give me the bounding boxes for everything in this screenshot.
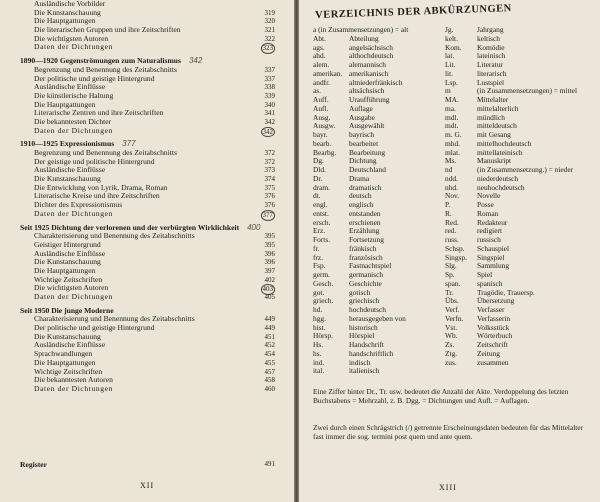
abbreviation-key: bearb. (313, 138, 332, 148)
toc-item-page: 395 (264, 240, 275, 249)
toc-item-page: 320 (264, 17, 275, 26)
toc-item-page: 449 (264, 315, 275, 324)
abbreviation-meaning: gotisch (349, 287, 371, 297)
abbreviation-key: frz. (313, 252, 324, 262)
abbreviation-meaning: Übersetzung (477, 296, 515, 306)
toc-item-page: 397 (264, 266, 275, 275)
abbreviation-meaning: germanisch (349, 270, 384, 279)
toc-item-page: 455 (264, 358, 275, 367)
abbreviation-meaning: Schauspiel (477, 243, 510, 253)
abbreviation-meaning: Verfasserin (477, 313, 511, 323)
abbreviation-key: Erz. (313, 226, 326, 236)
abbreviation-entry (445, 44, 577, 53)
abbreviation-entry (445, 149, 577, 158)
abbreviation-meaning: lateinisch (477, 51, 506, 61)
abbreviation-meaning: altsächsisch (349, 86, 385, 96)
abbreviation-entry (445, 87, 577, 96)
abbreviation-entry (445, 341, 577, 350)
abbreviation-key: Sp. (445, 270, 455, 279)
toc-item-label: Begrenzung und Benennung des Zeitabschnitts (34, 64, 177, 74)
abbreviation-key: ital. (313, 366, 325, 376)
abbreviation-intro: a (in Zusammensetzungen) = alt (313, 25, 409, 34)
abbreviation-meaning: mit Gesang (477, 130, 511, 139)
abbreviation-meaning: mittellateinisch (477, 147, 523, 157)
abbreviation-key: lit. (445, 68, 454, 78)
abbreviation-key: andfr. (313, 77, 331, 87)
toc-item-page: 375 (264, 183, 275, 192)
toc-item-label: Der politische und geistige Hintergrund (34, 73, 155, 83)
toc-item-label: Charakterisierung und Benennung des Zeitabschnitts (34, 231, 195, 241)
abbreviation-meaning: mittelhochdeutsch (477, 138, 532, 148)
abbreviation-key: Singsp. (445, 252, 467, 262)
abbreviation-meaning: (in Zusammensetzungen) = mittel (477, 86, 578, 96)
abbreviation-entry (445, 105, 577, 114)
toc-item-label: Die wichtigsten Autoren (34, 33, 109, 43)
abbreviation-meaning: Ausgabe (349, 112, 375, 122)
abbreviation-meaning: Manuskript (477, 156, 512, 166)
toc-item-page: 321 (264, 26, 275, 35)
abbreviation-key: Ms. (445, 156, 457, 166)
abbreviation-key: m. G. (445, 130, 462, 139)
toc-item-label: Die künstlerische Haltung (34, 90, 114, 100)
toc-item-label: Wichtige Zeitschriften (34, 366, 103, 376)
toc-item-page: 402 (264, 275, 275, 284)
abbreviation-key: dt. (313, 191, 321, 201)
toc-item-label: Daten der Dichtungen (34, 383, 114, 393)
handwritten-annotation: 342 (188, 56, 203, 66)
abbreviation-meaning: Ausgewählt (349, 121, 385, 131)
abbreviation-meaning: amerikanisch (349, 68, 389, 78)
abbreviation-key: zus. (445, 357, 457, 367)
abbreviation-meaning: mittelalterlich (477, 103, 519, 113)
abbreviation-meaning: Posse (477, 200, 494, 209)
register-entry (20, 460, 275, 469)
abbreviation-meaning: zusammen (477, 357, 509, 367)
abbreviation-key: Verfn. (445, 313, 464, 323)
abbreviation-meaning: Mittelalter (477, 95, 509, 104)
abbreviation-meaning: historisch (349, 322, 378, 332)
abbreviation-key: Dld. (313, 165, 326, 174)
toc-item-page: 339 (264, 91, 275, 100)
abbreviation-meaning: Hörspiel (349, 331, 375, 341)
toc-item-label: Ausländische Einflüsse (34, 340, 106, 350)
abbreviation-meaning: englisch (349, 200, 374, 209)
abbreviation-key: Jg. (445, 25, 454, 34)
abbreviation-key: Verf. (445, 305, 460, 314)
toc-item-page: 319 (264, 8, 275, 17)
toc-item-label: Ausländische Einflüsse (34, 82, 106, 92)
abbreviation-key: Dr. (313, 173, 323, 183)
abbreviation-key: mdt. (445, 121, 459, 131)
toc-item-label: Ausländische Einflüsse (34, 165, 106, 175)
abbreviation-key: mlat. (445, 147, 460, 157)
abbreviation-entry (445, 184, 577, 193)
toc-item-page: 322 (264, 34, 275, 43)
abbreviation-key: mdl. (445, 112, 459, 122)
abbreviation-key: entst. (313, 208, 329, 218)
section-heading-text: Seit 1950 Die junge Moderne (20, 305, 114, 315)
abbreviation-entry (445, 192, 577, 201)
toc-item-label: Charakterisierung und Benennung des Zeitabschnitts (34, 314, 195, 324)
toc-item-label: Daten der Dichtungen (34, 292, 114, 302)
toc-item (20, 127, 275, 136)
toc-item-label: Wichtige Zeitschriften (34, 274, 103, 284)
toc-item-page: 396 (264, 249, 275, 258)
abbreviation-key: Hörsp. (313, 331, 333, 341)
abbreviation-key: bayr. (313, 130, 328, 139)
abbreviation-entry (445, 306, 577, 315)
abbreviation-key: Nov. (445, 191, 460, 201)
toc-item-page: 342 (262, 127, 273, 136)
abbreviation-meaning: Bearbeitung (349, 147, 386, 157)
toc-item-label: Die literarischen Gruppen und ihre Zeitschriften (34, 25, 181, 35)
abbreviation-key: Fsp. (313, 261, 326, 271)
right-page (299, 0, 600, 502)
toc-item-page: 323 (262, 44, 273, 53)
abbreviation-entry (445, 359, 577, 368)
abbreviation-meaning: Roman (477, 208, 499, 218)
toc-item-page: 376 (264, 192, 275, 201)
toc-item-label: Die Hauptgattungen (34, 357, 96, 367)
abbreviation-meaning: Redakteur (477, 217, 508, 227)
toc-item-label: Literarische Zentren und ihre Zeitschriften (34, 108, 164, 118)
toc-item-page: 372 (264, 149, 275, 157)
toc-item-page: 337 (264, 65, 275, 74)
abbreviation-meaning: Auflage (349, 103, 373, 113)
abbreviation-key: Dg. (313, 156, 324, 166)
abbreviation-key: hgg. (313, 313, 326, 323)
abbreviation-meaning: erschienen (349, 217, 381, 227)
abbreviation-entry (445, 26, 577, 35)
toc-item-page: 377 (262, 210, 273, 219)
toc-item-label: Ausländische Vorbilder (34, 0, 106, 8)
abbreviation-entry (445, 201, 577, 210)
abbreviation-meaning: keltisch (477, 33, 500, 43)
abbreviation-meaning: indisch (349, 357, 371, 367)
abbreviation-key: got. (313, 287, 325, 297)
abbreviation-meaning: (in Zusammensetzung.) = nieder (477, 165, 574, 174)
toc-item-label: Die Hauptgattungen (34, 265, 96, 275)
toc-item-label: Die Hauptgattungen (34, 16, 96, 26)
abbreviation-meaning: dramatisch (349, 182, 382, 192)
abbreviation-meaning: alemannisch (349, 60, 386, 69)
left-page-number: XII (140, 481, 155, 490)
abbreviation-key: engl. (313, 200, 328, 209)
abbreviation-meaning: Singspiel (477, 252, 505, 262)
toc-item-page: 373 (264, 166, 275, 175)
abbreviation-meaning: Wörterbuch (477, 331, 513, 341)
abbreviation-meaning: Literatur (477, 60, 503, 69)
toc-item-label: Dichter des Expressionismus (34, 200, 123, 210)
abbreviations-column-1 (313, 26, 408, 376)
abbreviation-meaning: Abteilung (349, 33, 379, 43)
abbreviation-meaning: bearbeitet (349, 138, 379, 148)
abbreviation-key: Bearbg. (313, 147, 337, 157)
toc-item-label: Die wichtigsten Autoren (34, 283, 109, 293)
section-heading-text: 1910—1925 Expressionismus (20, 139, 115, 149)
abbreviation-key: Ausgw. (313, 121, 336, 131)
abbreviation-key: MA. (445, 95, 459, 104)
abbreviation-key: hs. (313, 348, 322, 358)
abbreviation-key: Übs. (445, 296, 459, 306)
abbreviation-meaning: redigiert (477, 226, 503, 236)
abbreviation-key: Forts. (313, 235, 331, 244)
abbreviation-meaning: entstanden (349, 208, 381, 218)
abbreviation-key: ahd. (313, 51, 326, 61)
toc-item (20, 293, 275, 302)
abbreviation-key: amerikan. (313, 68, 343, 78)
toc-item-page: 395 (264, 232, 275, 241)
section-heading-text: Seit 1925 Dichtung der verlorenen und der verbürgten Wirklichkeit (20, 222, 240, 232)
toc-item-label: Daten der Dichtungen (34, 208, 114, 218)
abbreviation-meaning: Zeitung (477, 348, 500, 358)
abbreviation-key: hd. (313, 305, 323, 314)
abbreviation-meaning: fränkisch (349, 243, 377, 253)
abbreviation-meaning: Volksstück (477, 322, 510, 332)
abbreviation-key: nd (445, 165, 453, 174)
toc-item-label: Die bekanntesten Dichter (34, 116, 112, 126)
abbreviation-meaning: literarisch (477, 68, 507, 78)
abbreviation-key: Lsp. (445, 77, 458, 87)
abbreviation-meaning: griechisch (349, 296, 380, 306)
abbreviation-meaning: französisch (349, 252, 383, 262)
abbreviation-meaning: spanisch (477, 278, 503, 288)
abbreviations-title: VERZEICHNIS DER ABKÜRZUNGEN (315, 3, 512, 21)
abbreviation-entry (445, 227, 577, 236)
abbreviation-meaning: altniederfränkisch (349, 77, 403, 87)
abbreviation-meaning: Dichtung (349, 156, 377, 166)
toc-item-label: Geistiger Hintergrund (34, 239, 101, 249)
abbreviation-meaning: niederdeutsch (477, 173, 519, 183)
abbreviation-entry (445, 350, 577, 359)
abbreviation-meaning: russisch (477, 235, 501, 244)
abbreviation-entry (445, 122, 577, 131)
abbreviation-key: Gesch. (313, 278, 334, 288)
abbreviation-key: fr. (313, 243, 320, 253)
handwritten-annotation: 400 (247, 222, 261, 232)
toc-item (20, 385, 275, 394)
abbreviation-entry (445, 210, 577, 219)
abbreviation-entry (445, 332, 577, 341)
abbreviation-key: as. (313, 86, 322, 96)
abbreviation-entry (445, 35, 577, 44)
abbreviation-key: germ. (313, 270, 331, 279)
abbreviation-meaning: Jahrgang (477, 25, 504, 34)
toc-item-page: 337 (264, 74, 275, 83)
toc-item (20, 210, 275, 219)
abbreviation-entry (445, 297, 577, 306)
abbreviation-key: ags. (313, 42, 325, 52)
abbreviation-meaning: Erzählung (349, 226, 380, 236)
abbreviation-meaning: Lustspiel (477, 77, 505, 87)
toc-item (20, 43, 275, 52)
toc-item-page: 374 (264, 175, 275, 184)
abbreviation-key: mhd. (445, 138, 460, 148)
abbreviation-key: Schsp. (445, 243, 465, 253)
abbreviation-key: Ausg. (313, 112, 331, 122)
abbreviation-meaning: bayrisch (349, 130, 375, 139)
abbreviation-key: russ. (445, 235, 459, 244)
abbreviation-meaning: handschriftlich (349, 348, 394, 358)
toc-item-label: Ausländische Einflüsse (34, 248, 106, 258)
toc-item-label: Die Kunstanschauung (34, 257, 101, 267)
register-label: Register (20, 460, 47, 469)
abbreviation-key: Hs. (313, 340, 324, 349)
abbreviation-key: Vst. (445, 322, 458, 332)
abbreviation-key: Slg. (445, 261, 457, 271)
abbreviation-key: red. (445, 226, 457, 236)
abbreviation-meaning: Tragödie, Trauersp. (477, 287, 535, 297)
abbreviation-entry (445, 271, 577, 280)
toc-item-page: 451 (264, 332, 275, 341)
abbreviation-meaning: mündlich (477, 112, 505, 122)
abbreviation-note-1: Eine Ziffer hinter Dr., Tr. usw. bedeutet die Anzahl der Akte. Verdoppelung des letzten Buchstabens = Mehrzahl, z. B. Dgg. = Dichtungen und Aufl. = Auflagen. (313, 387, 569, 405)
abbreviation-meaning: Deutschland (349, 165, 386, 174)
abbreviation-key: span. (445, 278, 461, 288)
abbreviation-key: ndd. (445, 173, 458, 183)
abbreviation-entry (445, 70, 577, 79)
toc-item-label: Die Kunstanschauung (34, 331, 101, 341)
abbreviation-key: kelt. (445, 33, 458, 43)
toc-item-label: Die Kunstanschauung (34, 174, 101, 184)
abbreviation-key: alem. (313, 60, 330, 69)
abbreviation-key: ind. (313, 357, 325, 367)
abbreviation-meaning: Novelle (477, 191, 501, 201)
abbreviation-meaning: deutsch (349, 191, 372, 201)
abbreviation-meaning: neuhochdeutsch (477, 182, 525, 192)
abbreviation-entry (445, 61, 577, 70)
section-heading-text: 1890—1920 Gegenströmungen zum Naturalismus (20, 56, 181, 66)
abbreviation-key: ma. (445, 103, 456, 113)
abbreviation-meaning: Geschichte (349, 278, 382, 288)
abbreviation-key: Wb. (445, 331, 458, 341)
abbreviation-key: hist. (313, 322, 326, 332)
abbreviation-key: griech. (313, 296, 334, 306)
toc-item-label: Die bekanntesten Autoren (34, 375, 113, 385)
toc-item-page: 396 (264, 258, 275, 267)
toc-item-label: Der geistige und politische Hintergrund (34, 156, 155, 166)
abbreviation-meaning: Zeitschrift (477, 340, 508, 349)
toc-item-label: Der politische und geistige Hintergrund (34, 323, 155, 333)
abbreviation-meaning: Drama (349, 173, 370, 183)
abbreviation-key: Lit. (445, 60, 456, 69)
handwritten-annotation: 377 (122, 139, 136, 149)
toc-item-label: Daten der Dichtungen (34, 42, 114, 52)
toc-item-page: 372 (264, 157, 275, 166)
toc-item-label: Literarische Kreise und ihre Zeitschriften (34, 191, 160, 201)
abbreviation-entry (445, 52, 577, 61)
abbreviations-column-2 (445, 26, 577, 367)
abbreviation-key: Tr. (445, 287, 454, 297)
toc-item-label: Daten der Dichtungen (34, 125, 114, 135)
toc-item-page: 403 (262, 285, 273, 294)
abbreviation-key: Ztg. (445, 348, 458, 358)
abbreviation-key: Aufl. (313, 103, 329, 113)
abbreviation-key: Zs. (445, 340, 455, 349)
abbreviation-meaning: Fastnachtspiel (349, 261, 392, 271)
left-page (0, 0, 294, 502)
abbreviation-entry (313, 367, 408, 376)
toc-item-label: Sprachwandlungen (34, 349, 93, 359)
abbreviation-entry (445, 219, 577, 228)
toc-item-page: 405 (264, 293, 275, 302)
abbreviation-note-2: Zwei durch einen Schrägstrich (/) getrennte Erscheinungsdaten bedeuten für das Mittelalter fast immer die sog. termini post quem und ante quem. (313, 423, 584, 441)
toc-item-page: 458 (264, 376, 275, 385)
abbreviation-key: Abt. (313, 33, 326, 43)
toc-item-label: Die Entwicklung von Lyrik, Drama, Roman (34, 182, 168, 192)
toc-item-label: Begrenzung und Benennung des Zeitabschnitts (34, 148, 177, 157)
abbreviation-meaning: Handschrift (349, 340, 384, 349)
abbreviation-meaning: althochdeutsch (349, 51, 394, 61)
abbreviation-key: Auff. (313, 95, 329, 104)
abbreviation-meaning: Sammlung (477, 261, 510, 271)
toc-item-page: 454 (264, 350, 275, 359)
abbreviation-meaning: mitteldeutsch (477, 121, 517, 131)
toc-item-page: 376 (264, 201, 275, 210)
abbreviation-meaning: italienisch (349, 366, 380, 376)
toc-item-page: 342 (264, 117, 275, 126)
abbreviation-key: Kom. (445, 42, 462, 52)
abbreviation-key: m (445, 86, 451, 96)
toc-item-page: 457 (264, 367, 275, 376)
table-of-contents (20, 0, 275, 394)
abbreviation-meaning: Komödie (477, 42, 505, 52)
abbreviation-key: dram. (313, 182, 331, 192)
abbreviation-meaning: Uraufführung (349, 95, 390, 104)
abbreviation-meaning: hochdeutsch (349, 305, 386, 314)
abbreviation-key: ersch. (313, 217, 331, 227)
toc-item-label: Die Hauptgattungen (34, 99, 96, 109)
right-page-number: XIII (439, 483, 457, 492)
abbreviation-key: P. (445, 200, 451, 209)
abbreviation-meaning: angelsächsisch (349, 42, 393, 52)
toc-item-page: 449 (264, 324, 275, 333)
toc-item-page: 340 (264, 100, 275, 109)
toc-item-page: 452 (264, 341, 275, 350)
abbreviation-key: nhd. (445, 182, 458, 192)
register-page: 491 (264, 460, 275, 468)
abbreviation-entry (445, 262, 577, 271)
abbreviation-key: lat. (445, 51, 455, 61)
abbreviation-meaning: herausgegeben von (349, 313, 406, 323)
abbreviation-entry (445, 254, 577, 263)
toc-item-page: 460 (264, 384, 275, 393)
abbreviation-meaning: Fortsetzung (349, 235, 384, 244)
abbreviation-meaning: Verfasser (477, 305, 505, 314)
abbreviation-meaning: Spiel (477, 270, 493, 279)
toc-item-label: Die Kunstanschauung (34, 7, 101, 17)
abbreviation-entry (445, 315, 577, 324)
abbreviation-key: R. (445, 208, 452, 218)
toc-item-page: 338 (264, 83, 275, 92)
abbreviation-key: Red. (445, 217, 459, 227)
toc-item-page: 341 (264, 109, 275, 118)
